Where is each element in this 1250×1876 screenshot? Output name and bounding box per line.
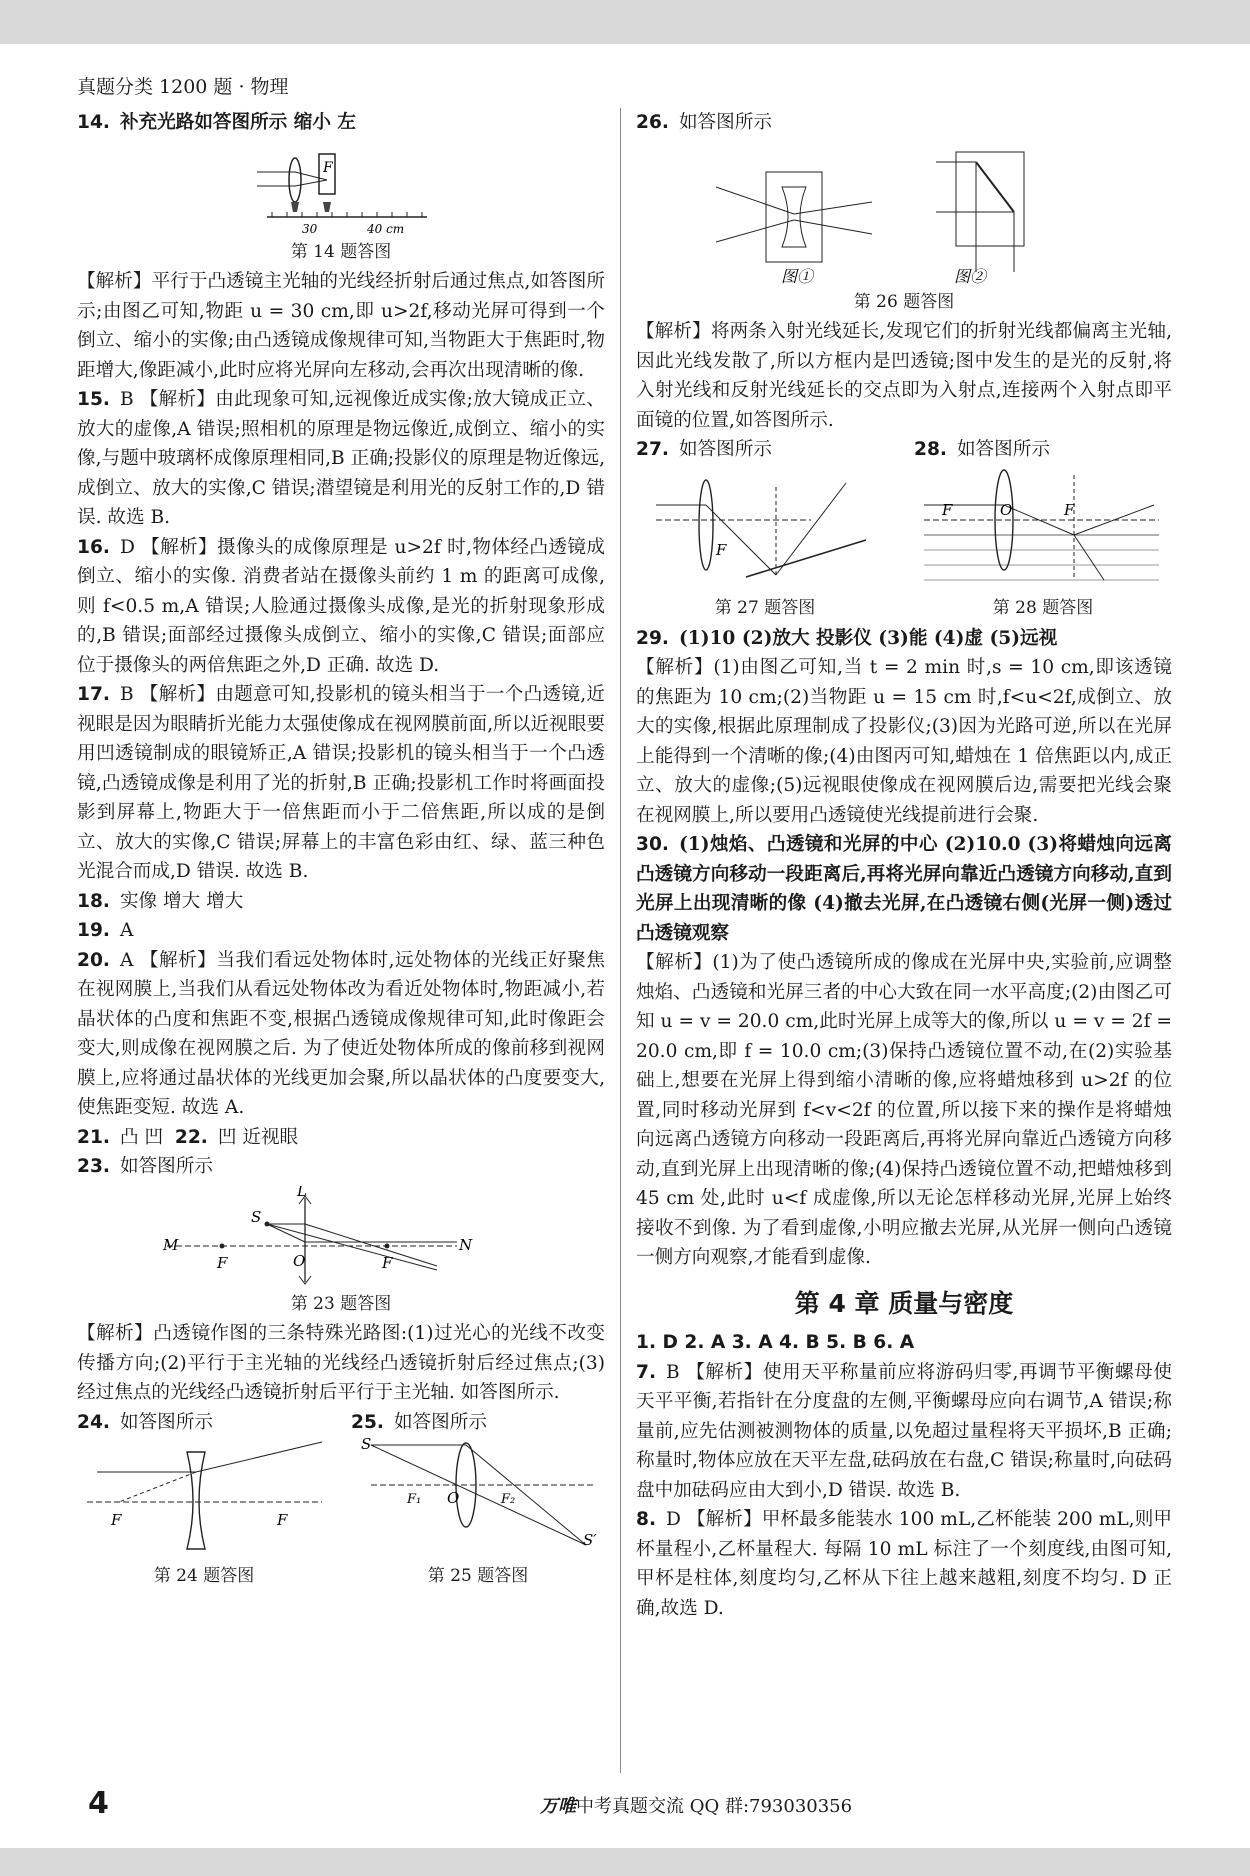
fig-24-caption: 第 24 题答图: [153, 1565, 255, 1586]
q25: 25. 如答图所示: [351, 1411, 487, 1433]
fig-25-label-o: O: [447, 1489, 460, 1507]
q28-block: [914, 435, 1172, 624]
fig-28-diagram: [914, 465, 1164, 585]
q30: 30. (1)烛焰、凸透镜和光屏的中心 (2)10.0 (3)将蜡烛向远离凸透镜方向移动一段距离后,再将光屏向靠近凸透镜方向移动,直到光屏上出现清晰的像 (4)撤去光屏,在凸透镜右侧(光屏一侧)透过凸透镜观察: [636, 834, 1172, 944]
fig-14: [77, 142, 605, 234]
fig-24-label-f2: F: [277, 1511, 288, 1529]
q24-block: [77, 1408, 331, 1592]
fig-23-diagram: [77, 1186, 605, 1286]
q24-q25: [77, 1408, 605, 1592]
footer-text: 中考真题交流 QQ 群:793030356: [576, 1796, 853, 1817]
fig-23-label-l: L: [297, 1185, 307, 1200]
q15: 15. B 【解析】由此现象可知,远视像近成实像;放大镜成正立、放大的虚像,A 错误;照相机的原理是物远像近,成倒立、缩小的实像,与题中玻璃杯成像原理相同,B 正确;投影仪的原理是物近像远,成倒立、放大的实像,C 错误;潜望镜是利用光的反射工作的,D 错误. 故选 B.: [77, 389, 605, 528]
q27: 27. 如答图所示: [636, 439, 772, 460]
q29: 29. (1)10 (2)放大 投影仪 (3)能 (4)虚 (5)远视: [636, 627, 1058, 649]
q19: 19. A: [77, 920, 134, 941]
q14: 14. 补充光路如答图所示 缩小 左: [77, 112, 357, 133]
page-number: 4: [88, 1786, 109, 1821]
fig-14-label-40: 40 cm: [367, 221, 405, 234]
running-header: 真题分类 1200 题 · 物理: [77, 76, 289, 98]
fig-23-label-f2: F: [382, 1253, 393, 1272]
fig-26-caption: 第 26 题答图: [853, 291, 955, 312]
fig-26-sub1: 图①: [781, 266, 814, 284]
c8: 8. D 【解析】甲杯最多能装水 100 mL,乙杯能装 200 mL,则甲杯量程小,乙杯量程大. 每隔 10 mL 标注了一个刻度线,由图可知,甲杯是柱体,刻度均匀,乙杯从下往上越来越粗,刻度不均匀. D 正确,故选 D.: [636, 1509, 1172, 1619]
fig-23-label-f1: F: [217, 1253, 228, 1272]
bottom-bar: [0, 1848, 1250, 1876]
fig-26: [636, 142, 1172, 284]
fig-23-label-o: O: [293, 1251, 306, 1270]
fig-25-label-f1: F₁: [407, 1492, 422, 1507]
q26-analysis: 【解析】将两条入射光线延长,发现它们的折射光线都偏离主光轴,因此光线发散了,所以方框内是凹透镜;图中发生的是光的反射,将入射光线和反射光线延长的交点即为入射点,连接两个入射点即平面镜的位置,如答图所示.: [636, 321, 1172, 431]
fig-26-sub2: 图②: [954, 266, 987, 284]
q28: 28. 如答图所示: [914, 439, 1050, 460]
footer: [540, 1792, 852, 1818]
fig-14-caption: 第 14 题答图: [290, 241, 392, 262]
fig-25-caption: 第 25 题答图: [427, 1565, 529, 1586]
q29-analysis: 【解析】(1)由图乙可知,当 t = 2 min 时,s = 10 cm,即该透镜的焦距为 10 cm;(2)当物距 u = 15 cm 时,f<u<2f,成倒立、放大的实像,根据此原理制成了投影仪;(3)因为光路可逆,所以在光屏上能得到一个清晰的像;(4)由图丙可知,蜡烛在 1 倍焦距以内,成正立、放大的虚像;(5)远视眼使像成在视网膜后边,需要把光线会聚在视网膜上,所以要用凸透镜使光线提前进行会聚.: [636, 657, 1172, 826]
q18: 18. 实像 增大 增大: [77, 890, 244, 912]
c1-6: 1. D 2. A 3. A 4. B 5. B 6. A: [636, 1332, 915, 1353]
q20: 20. A 【解析】当我们看远处物体时,远处物体的光线正好聚焦在视网膜上,当我们从看远处物体改为看近处物体时,物距减小,若晶状体的凸度和焦距不变,根据凸透镜成像规律可知,此时像距会变大,则成像在视网膜之后. 为了使近处物体所成的像前移到视网膜上,应将通过晶状体的光线更加会聚,所以晶状体的凸度要变大,使焦距变短. 故选 A.: [77, 949, 605, 1118]
fig-23-label-s: S: [251, 1207, 262, 1226]
fig-27-label-f: F: [716, 540, 727, 559]
fig-27-diagram: [636, 465, 886, 585]
fig-23: [77, 1186, 605, 1286]
fig-27-caption: 第 27 题答图: [714, 598, 816, 618]
footer-brand: 万唯: [540, 1796, 576, 1817]
q27-block: [636, 435, 894, 624]
chapter-title: 第 4 章 质量与密度: [794, 1288, 1014, 1318]
q25-block: [351, 1408, 605, 1592]
q23-analysis: 【解析】凸透镜作图的三条特殊光路图:(1)过光心的光线不改变传播方向;(2)平行于主光轴的光线经凸透镜折射后经过焦点;(3)经过焦点的光线经凸透镜折射后平行于主光轴. 如答图所示.: [77, 1323, 605, 1403]
q17: 17. B 【解析】由题意可知,投影机的镜头相当于一个凸透镜,近视眼是因为眼睛折光能力太强使像成在视网膜前面,所以近视眼要用凹透镜制成的眼镜矫正,A 错误;投影机的镜头相当于一个凸透镜,凸透镜成像是利用了光的折射,B 正确;投影机工作时将画面投影到屏幕上,物距大于一倍焦距而小于二倍焦距,所以成的是倒立、放大的实像,C 错误;屏幕上的丰富色彩由红、绿、蓝三种色光混合而成,D 错误. 故选 B.: [77, 684, 605, 882]
fig-28-label-f1: F: [942, 500, 953, 519]
fig-28-caption: 第 28 题答图: [992, 598, 1094, 618]
q30-analysis: 【解析】(1)为了使凸透镜所成的像成在光屏中央,实验前,应调整烛焰、凸透镜和光屏三者的中心大致在同一水平高度;(2)由图乙可知 u = v = 20.0 cm,此时光屏上成等大的像,所以 u = v = 2f = 20.0 cm,即 f = 10.0 cm;(3)保持凸透镜位置不动,在(2)实验基础上,想要在光屏上得到缩小清晰的像,应将蜡烛移到 u>2f 的位置,同时移动光屏到 f<v<2f 的位置,所以接下来的操作是将蜡烛向远离凸透镜方向移动一段距离后,再将光屏向靠近凸透镜方向移动,直到光屏上出现清晰的像;(4)保持凸透镜位置不动,把蜡烛移到 45 cm 处,此时 u<f 成虚像,所以无论怎样移动光屏,光屏上始终接收不到像. 为了看到虚像,小明应撤去光屏,从光屏一侧向凸透镜一侧方向观察,才能看到虚像.: [636, 952, 1172, 1268]
q24: 24. 如答图所示: [77, 1411, 213, 1433]
fig-14-label-f: F: [323, 159, 333, 176]
fig-25-label-sp: S′: [583, 1531, 597, 1549]
q27-q28: [636, 435, 1172, 624]
fig-14-diagram: [77, 142, 605, 234]
q26: 26. 如答图所示: [636, 112, 772, 133]
q21-22: 21. 凸 凹 22. 凹 近视眼: [77, 1126, 299, 1148]
q23: 23. 如答图所示: [77, 1156, 213, 1177]
fig-28-label-f2: F: [1064, 500, 1075, 519]
fig-24-diagram: [77, 1437, 327, 1552]
c7: 7. B 【解析】使用天平称量前应将游码归零,再调节平衡螺母使天平平衡,若指针在分度盘的左侧,平衡螺母应向右调节,A 错误;称量前,应先估测被测物体的质量,以免超过量程将天平损坏,B 正确;称量时,物体应放在天平左盘,砝码放在右盘,C 错误;称量时,向砝码盘中加砝码应由大到小,D 错误. 故选 B.: [636, 1361, 1172, 1501]
column-divider: [620, 108, 621, 1773]
fig-25-label-f2: F₂: [501, 1492, 516, 1507]
fig-23-label-m: M: [163, 1235, 179, 1254]
q14-analysis: 【解析】平行于凸透镜主光轴的光线经折射后通过焦点,如答图所示;由图乙可知,物距 u = 30 cm,即 u>2f,移动光屏可得到一个倒立、缩小的实像;由凸透镜成像规律可知,当物距大于焦距时,物距增大,像距减小,此时应将光屏向左移动,会再次出现清晰的像.: [77, 271, 605, 381]
left-column: [77, 108, 605, 1591]
top-bar: [0, 0, 1250, 44]
fig-23-caption: 第 23 题答图: [290, 1293, 392, 1314]
q16: 16. D 【解析】摄像头的成像原理是 u>2f 时,物体经凸透镜成倒立、缩小的实像. 消费者站在摄像头前约 1 m 的距离可成像,则 f<0.5 m,A 错误;人脸通过摄像头成像,是光的折射现象形成的,B 错误;面部经过摄像头成倒立、缩小的实像,C 错误;面部应位于摄像头的两倍焦距之外,D 正确. 故选 D.: [77, 536, 605, 676]
fig-26-diagram: [636, 142, 1172, 284]
fig-14-label-30: 30: [302, 221, 318, 234]
fig-25-label-s: S: [361, 1437, 372, 1453]
fig-28-label-o: O: [1000, 500, 1013, 519]
fig-24-label-f1: F: [111, 1511, 122, 1529]
right-column: [636, 108, 1172, 1623]
fig-25-diagram: [351, 1437, 601, 1552]
fig-23-label-n: N: [459, 1235, 473, 1254]
